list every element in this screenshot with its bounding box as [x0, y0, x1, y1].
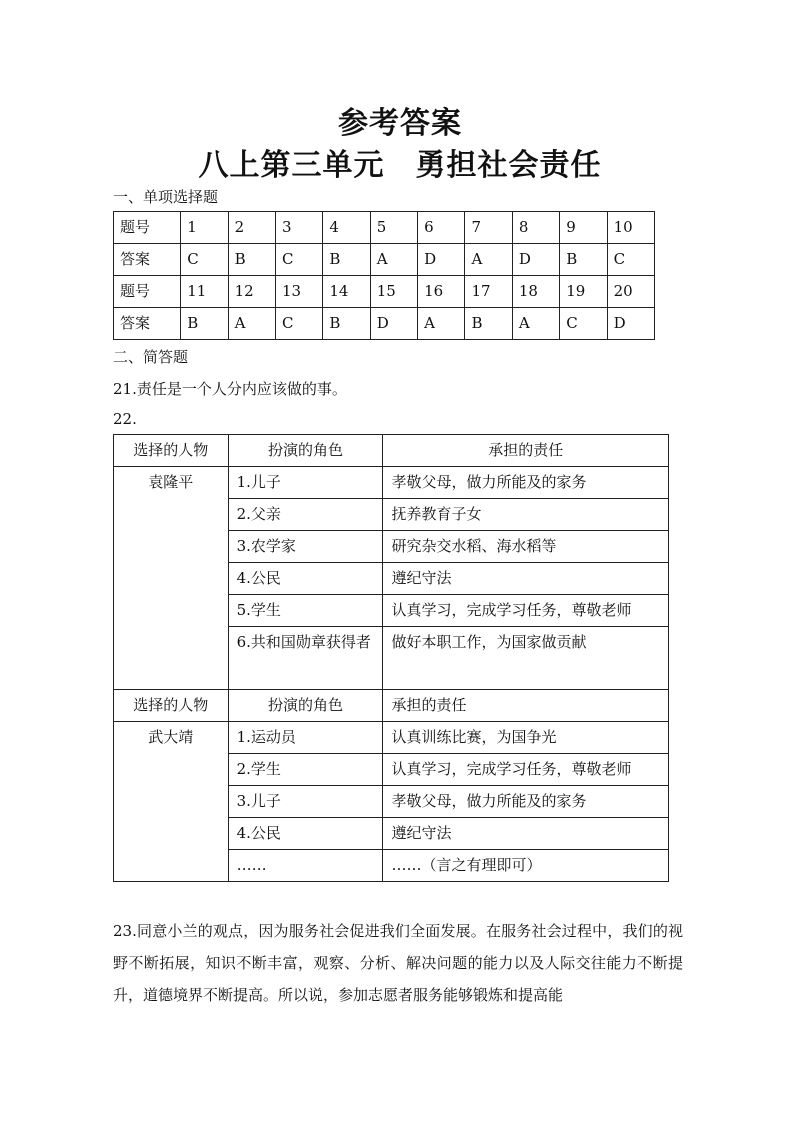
person-cell: 武大靖 — [114, 722, 229, 882]
column-header: 选择的人物 — [114, 435, 229, 467]
section1-heading: 一、单项选择题 — [113, 188, 219, 206]
cell: A — [228, 308, 275, 340]
page-subtitle: 八上第三单元 勇担社会责任 — [198, 148, 602, 183]
question-21-answer: 21.责任是一个人分内应该做的事。 — [113, 380, 347, 398]
table-header-row — [114, 435, 669, 467]
table-row — [114, 276, 655, 308]
cell: 16 — [418, 276, 465, 308]
cell: A — [512, 308, 559, 340]
cell: 10 — [607, 212, 654, 244]
role-cell: 6.共和国勋章获得者 — [228, 627, 383, 690]
table-row — [114, 212, 655, 244]
cell: C — [181, 244, 228, 276]
duty-cell: 孝敬父母，做力所能及的家务 — [383, 467, 669, 499]
cell: B — [323, 308, 370, 340]
table-header-row — [114, 690, 669, 722]
cell: 17 — [465, 276, 512, 308]
cell: 15 — [370, 276, 417, 308]
table-row — [114, 722, 669, 754]
role-cell: 4.公民 — [228, 818, 383, 850]
cell: 8 — [512, 212, 559, 244]
column-header: 扮演的角色 — [228, 435, 383, 467]
table-row — [114, 308, 655, 340]
row-label: 题号 — [114, 276, 181, 308]
cell: D — [418, 244, 465, 276]
page-title: 参考答案 — [338, 106, 462, 141]
cell: 6 — [418, 212, 465, 244]
cell: D — [512, 244, 559, 276]
table-row — [114, 467, 669, 499]
cell: 20 — [607, 276, 654, 308]
role-cell: 4.公民 — [228, 563, 383, 595]
cell: C — [275, 308, 322, 340]
row-label: 答案 — [114, 244, 181, 276]
cell: 19 — [560, 276, 607, 308]
cell: 1 — [181, 212, 228, 244]
duty-cell: 遵纪守法 — [383, 563, 669, 595]
table-row — [114, 244, 655, 276]
cell: B — [228, 244, 275, 276]
cell: 5 — [370, 212, 417, 244]
duty-cell: 遵纪守法 — [383, 818, 669, 850]
role-cell: 1.儿子 — [228, 467, 383, 499]
column-header: 承担的责任 — [383, 435, 669, 467]
question-23-answer: 23.同意小兰的观点，因为服务社会促进我们全面发展。在服务社会过程中，我们的视野不断拓展，知识不断丰富，观察、分析、解决问题的能力以及人际交往能力不断提升，道德境界不断提高。所以说，参加志愿者服务能够锻炼和提高能 — [113, 922, 683, 1004]
cell: 12 — [228, 276, 275, 308]
role-cell: 3.儿子 — [228, 786, 383, 818]
choice-answer-table — [113, 211, 655, 340]
cell: 11 — [181, 276, 228, 308]
cell: C — [275, 244, 322, 276]
duty-cell: 研究杂交水稻、海水稻等 — [383, 531, 669, 563]
section2-heading: 二、简答题 — [113, 348, 189, 366]
role-cell: 2.父亲 — [228, 499, 383, 531]
cell: C — [607, 244, 654, 276]
duty-cell: 孝敬父母，做力所能及的家务 — [383, 786, 669, 818]
question-22-label: 22. — [113, 410, 137, 428]
duty-cell: 认真学习，完成学习任务，尊敬老师 — [383, 754, 669, 786]
cell: 4 — [323, 212, 370, 244]
cell: 2 — [228, 212, 275, 244]
cell: B — [323, 244, 370, 276]
cell: A — [370, 244, 417, 276]
cell: B — [465, 308, 512, 340]
duty-cell: 认真学习，完成学习任务，尊敬老师 — [383, 595, 669, 627]
duty-cell: 认真训练比赛，为国争光 — [383, 722, 669, 754]
cell: C — [560, 308, 607, 340]
role-cell: 2.学生 — [228, 754, 383, 786]
role-cell: 5.学生 — [228, 595, 383, 627]
role-cell: 3.农学家 — [228, 531, 383, 563]
cell: B — [181, 308, 228, 340]
duty-cell: 做好本职工作，为国家做贡献 — [383, 627, 669, 690]
cell: D — [370, 308, 417, 340]
row-label: 答案 — [114, 308, 181, 340]
cell: 7 — [465, 212, 512, 244]
cell: 14 — [323, 276, 370, 308]
role-cell: 1.运动员 — [228, 722, 383, 754]
duty-cell: ……（言之有理即可） — [383, 850, 669, 882]
cell: 9 — [560, 212, 607, 244]
column-header: 承担的责任 — [383, 690, 669, 722]
cell: 18 — [512, 276, 559, 308]
column-header: 选择的人物 — [114, 690, 229, 722]
roles-responsibility-table — [113, 434, 669, 882]
duty-cell: 抚养教育子女 — [383, 499, 669, 531]
cell: A — [418, 308, 465, 340]
cell: 13 — [275, 276, 322, 308]
column-header: 扮演的角色 — [228, 690, 383, 722]
person-cell: 袁隆平 — [114, 467, 229, 690]
cell: A — [465, 244, 512, 276]
role-cell: …… — [228, 850, 383, 882]
cell: D — [607, 308, 654, 340]
cell: 3 — [275, 212, 322, 244]
cell: B — [560, 244, 607, 276]
row-label: 题号 — [114, 212, 181, 244]
